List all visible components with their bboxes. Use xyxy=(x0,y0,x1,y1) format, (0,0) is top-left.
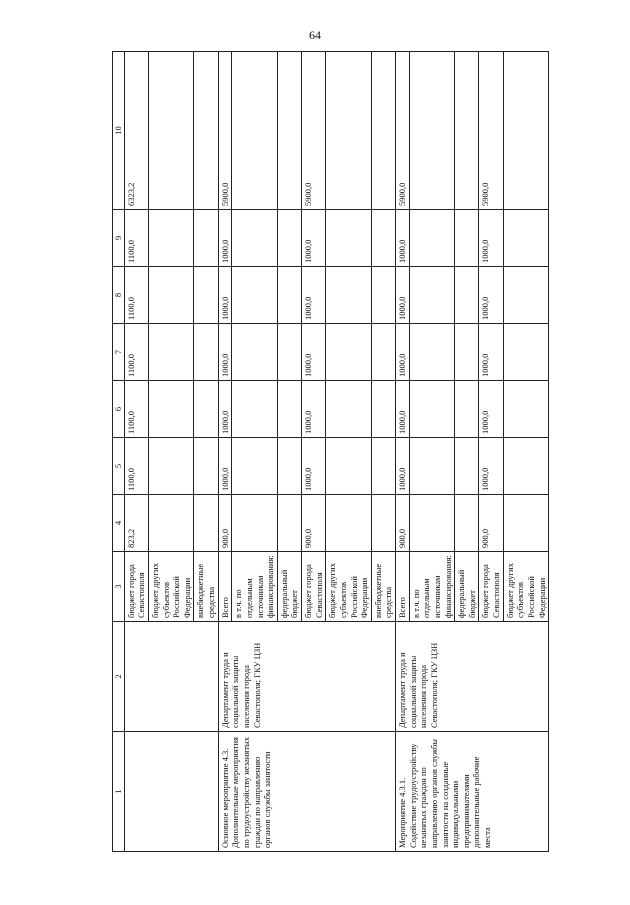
table-row xyxy=(396,52,410,852)
value-cell: 900,0 xyxy=(396,495,410,552)
value-cell: 1100,0 xyxy=(124,267,148,324)
value-cell xyxy=(326,210,372,267)
value-cell: 1000,0 xyxy=(302,267,326,324)
executor-cell: Департамент труда и социальной защиты населения города Севастополя; ГКУ ЦЗН xyxy=(218,622,395,732)
executor-cell xyxy=(124,622,218,732)
header-cell: 6 xyxy=(113,381,125,438)
source-cell: в т.ч. по отдельным источникам финансирования: xyxy=(409,552,455,622)
value-cell xyxy=(277,324,301,381)
value-cell xyxy=(455,324,479,381)
value-cell: 1000,0 xyxy=(218,324,232,381)
source-cell: федеральный бюджет xyxy=(277,552,301,622)
value-cell xyxy=(232,324,278,381)
source-cell: внебюджетные средства xyxy=(371,552,395,622)
value-cell: 1100,0 xyxy=(124,210,148,267)
value-cell xyxy=(371,267,395,324)
value-cell xyxy=(194,381,218,438)
value-cell xyxy=(503,324,549,381)
value-cell: 1000,0 xyxy=(479,324,503,381)
source-cell: бюджет города Севастополя xyxy=(302,552,326,622)
value-cell xyxy=(232,267,278,324)
value-cell xyxy=(232,381,278,438)
header-cell: 8 xyxy=(113,267,125,324)
value-cell xyxy=(148,267,194,324)
source-cell: бюджет других субъектов Российской Федерации xyxy=(326,552,372,622)
value-cell xyxy=(148,495,194,552)
value-cell xyxy=(409,495,455,552)
header-cell: 2 xyxy=(113,622,125,732)
value-cell xyxy=(409,438,455,495)
activity-cell: Основное мероприятие 4.3. Дополнительные мероприятия по трудоустройству незанятых граждан по направлению органов службы занятости xyxy=(218,732,395,852)
value-cell: 823,2 xyxy=(124,495,148,552)
header-cell: 1 xyxy=(113,732,125,852)
value-cell: 1000,0 xyxy=(218,438,232,495)
value-cell xyxy=(194,210,218,267)
value-cell xyxy=(455,267,479,324)
value-cell xyxy=(148,324,194,381)
value-cell: 1000,0 xyxy=(479,267,503,324)
value-cell: 1000,0 xyxy=(396,267,410,324)
source-cell: в т.ч. по отдельным источникам финансирования: xyxy=(232,552,278,622)
funding-table xyxy=(112,51,549,852)
header-cell: 7 xyxy=(113,324,125,381)
table-row xyxy=(124,52,148,852)
value-cell: 1000,0 xyxy=(302,210,326,267)
value-cell xyxy=(148,381,194,438)
value-cell xyxy=(455,210,479,267)
value-cell xyxy=(326,267,372,324)
value-cell xyxy=(232,52,278,210)
value-cell: 1000,0 xyxy=(479,381,503,438)
source-cell: бюджет города Севастополя xyxy=(479,552,503,622)
value-cell: 1000,0 xyxy=(302,438,326,495)
value-cell xyxy=(277,210,301,267)
source-cell: федеральный бюджет xyxy=(455,552,479,622)
value-cell: 900,0 xyxy=(218,495,232,552)
value-cell xyxy=(409,210,455,267)
value-cell: 1000,0 xyxy=(479,438,503,495)
activity-cell xyxy=(124,732,218,852)
value-cell: 900,0 xyxy=(479,495,503,552)
value-cell: 6323,2 xyxy=(124,52,148,210)
source-cell: бюджет города Севастополя xyxy=(124,552,148,622)
value-cell: 1000,0 xyxy=(396,210,410,267)
source-cell: внебюджетные средства xyxy=(194,552,218,622)
value-cell xyxy=(503,267,549,324)
value-cell: 1100,0 xyxy=(124,381,148,438)
value-cell xyxy=(326,324,372,381)
value-cell xyxy=(148,438,194,495)
value-cell: 1100,0 xyxy=(124,324,148,381)
value-cell xyxy=(194,324,218,381)
value-cell: 1100,0 xyxy=(124,438,148,495)
executor-cell: Департамент труда и социальной защиты населения города Севастополя; ГКУ ЦЗН xyxy=(396,622,549,732)
value-cell xyxy=(503,495,549,552)
value-cell: 1000,0 xyxy=(302,381,326,438)
value-cell: 1000,0 xyxy=(302,324,326,381)
header-cell: 10 xyxy=(113,52,125,210)
value-cell xyxy=(409,267,455,324)
value-cell xyxy=(371,210,395,267)
value-cell xyxy=(409,381,455,438)
value-cell xyxy=(232,495,278,552)
value-cell: 1000,0 xyxy=(218,381,232,438)
value-cell xyxy=(371,438,395,495)
value-cell xyxy=(277,438,301,495)
rotated-table-container xyxy=(112,52,547,852)
value-cell: 1000,0 xyxy=(218,267,232,324)
value-cell xyxy=(409,324,455,381)
value-cell xyxy=(503,210,549,267)
value-cell xyxy=(455,52,479,210)
value-cell xyxy=(409,52,455,210)
value-cell xyxy=(326,52,372,210)
value-cell xyxy=(503,381,549,438)
value-cell xyxy=(232,210,278,267)
value-cell xyxy=(194,495,218,552)
page-number: 64 xyxy=(309,28,321,42)
source-cell: Всего xyxy=(218,552,232,622)
value-cell xyxy=(277,381,301,438)
value-cell xyxy=(371,52,395,210)
value-cell xyxy=(503,438,549,495)
value-cell xyxy=(277,267,301,324)
header-row xyxy=(113,52,125,852)
value-cell: 900,0 xyxy=(302,495,326,552)
value-cell: 5900,0 xyxy=(479,52,503,210)
value-cell xyxy=(371,495,395,552)
value-cell xyxy=(371,324,395,381)
value-cell xyxy=(455,381,479,438)
header-cell: 3 xyxy=(113,552,125,622)
value-cell xyxy=(503,52,549,210)
value-cell xyxy=(277,495,301,552)
value-cell xyxy=(194,52,218,210)
value-cell xyxy=(148,52,194,210)
value-cell: 5900,0 xyxy=(396,52,410,210)
value-cell: 1000,0 xyxy=(396,324,410,381)
source-cell: бюджет других субъектов Российской Федерации xyxy=(503,552,549,622)
source-cell: бюджет других субъектов Российской Федерации xyxy=(148,552,194,622)
header-cell: 9 xyxy=(113,210,125,267)
value-cell xyxy=(326,381,372,438)
value-cell xyxy=(326,495,372,552)
value-cell xyxy=(148,210,194,267)
header-cell: 4 xyxy=(113,495,125,552)
value-cell xyxy=(326,438,372,495)
value-cell: 1000,0 xyxy=(218,210,232,267)
source-cell: Всего xyxy=(396,552,410,622)
value-cell xyxy=(455,495,479,552)
value-cell xyxy=(194,267,218,324)
value-cell xyxy=(194,438,218,495)
value-cell: 1000,0 xyxy=(396,438,410,495)
activity-cell: Мероприятие 4.3.1. Содействие трудоустройству незанятых граждан по направлению органов службы занятости на созданные индивидуальными предпринимателями дополнительные рабочие места xyxy=(396,732,549,852)
value-cell xyxy=(232,438,278,495)
value-cell xyxy=(371,381,395,438)
value-cell: 5900,0 xyxy=(218,52,232,210)
value-cell: 5900,0 xyxy=(302,52,326,210)
header-cell: 5 xyxy=(113,438,125,495)
value-cell: 1000,0 xyxy=(479,210,503,267)
table-row xyxy=(218,52,232,852)
value-cell xyxy=(455,438,479,495)
value-cell: 1000,0 xyxy=(396,381,410,438)
value-cell xyxy=(277,52,301,210)
